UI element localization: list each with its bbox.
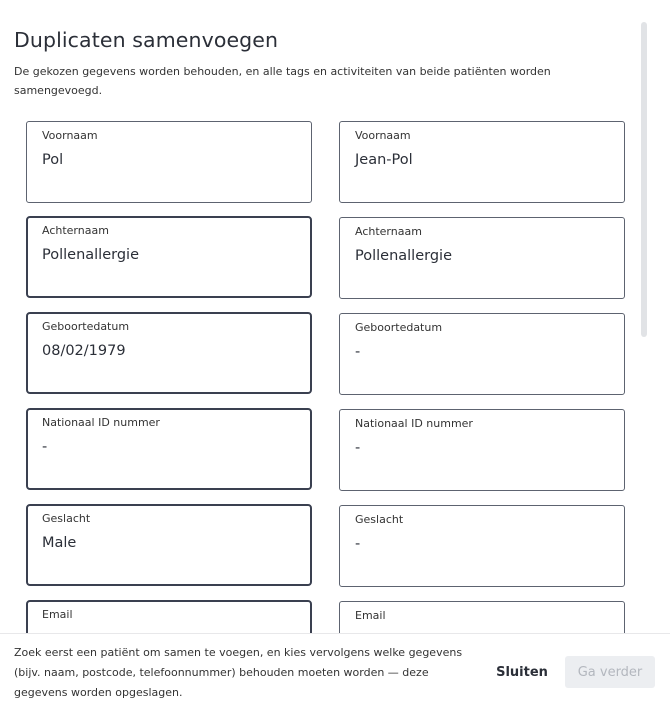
field-value: - (42, 439, 48, 455)
scrollbar-thumb[interactable] (641, 22, 647, 337)
dialog-footer (0, 633, 670, 716)
field-card-right-voornaam[interactable] (339, 121, 625, 203)
field-label: Voornaam (42, 129, 98, 142)
field-label: Geslacht (355, 513, 404, 526)
field-card-right-nationaal-id[interactable] (339, 409, 625, 491)
field-card-right-achternaam[interactable] (339, 217, 625, 299)
field-card-left-voornaam[interactable] (26, 121, 312, 203)
field-value: Male (42, 535, 77, 551)
scrollbar[interactable] (641, 22, 649, 337)
field-value: - (355, 344, 361, 360)
field-card-left-geslacht[interactable] (26, 504, 312, 586)
field-value: Pol (42, 152, 64, 168)
field-label: Geslacht (42, 512, 91, 525)
field-card-right-geboortedatum[interactable] (339, 313, 625, 395)
close-button[interactable]: Sluiten (488, 656, 556, 688)
field-value: Jean-Pol (355, 152, 413, 168)
field-label: Voornaam (355, 129, 411, 142)
field-label: Email (355, 609, 386, 622)
field-label: Achternaam (355, 225, 422, 238)
field-label: Achternaam (42, 224, 109, 237)
field-label: Email (42, 608, 73, 621)
field-value: 08/02/1979 (42, 343, 126, 359)
field-value: - (355, 440, 361, 456)
field-card-left-achternaam[interactable] (26, 216, 312, 298)
field-card-right-geslacht[interactable] (339, 505, 625, 587)
field-card-left-email[interactable] (26, 600, 312, 633)
field-label: Nationaal ID nummer (355, 417, 473, 430)
continue-button[interactable]: Ga verder (565, 656, 655, 688)
field-value: - (355, 536, 361, 552)
footer-info-text: Zoek eerst een patiënt om samen te voegen, en kies vervolgens welke gegevens (bijv. naam, postcode, telefoonnummer) behouden moeten worden — deze gegevens worden opgeslagen. (14, 646, 463, 699)
field-value: Pollenallergie (42, 247, 139, 263)
field-label: Geboortedatum (355, 321, 443, 334)
field-value: Pollenallergie (355, 248, 452, 264)
dialog-description: De gekozen gegevens worden behouden, en alle tags en activiteiten van beide patiënten worden samengevoegd. (14, 65, 551, 97)
field-label: Geboortedatum (42, 320, 130, 333)
field-card-left-nationaal-id[interactable] (26, 408, 312, 490)
field-label: Nationaal ID nummer (42, 416, 160, 429)
field-card-right-email[interactable] (339, 601, 625, 633)
field-card-left-geboortedatum[interactable] (26, 312, 312, 394)
dialog-title: Duplicaten samenvoegen (14, 28, 279, 52)
